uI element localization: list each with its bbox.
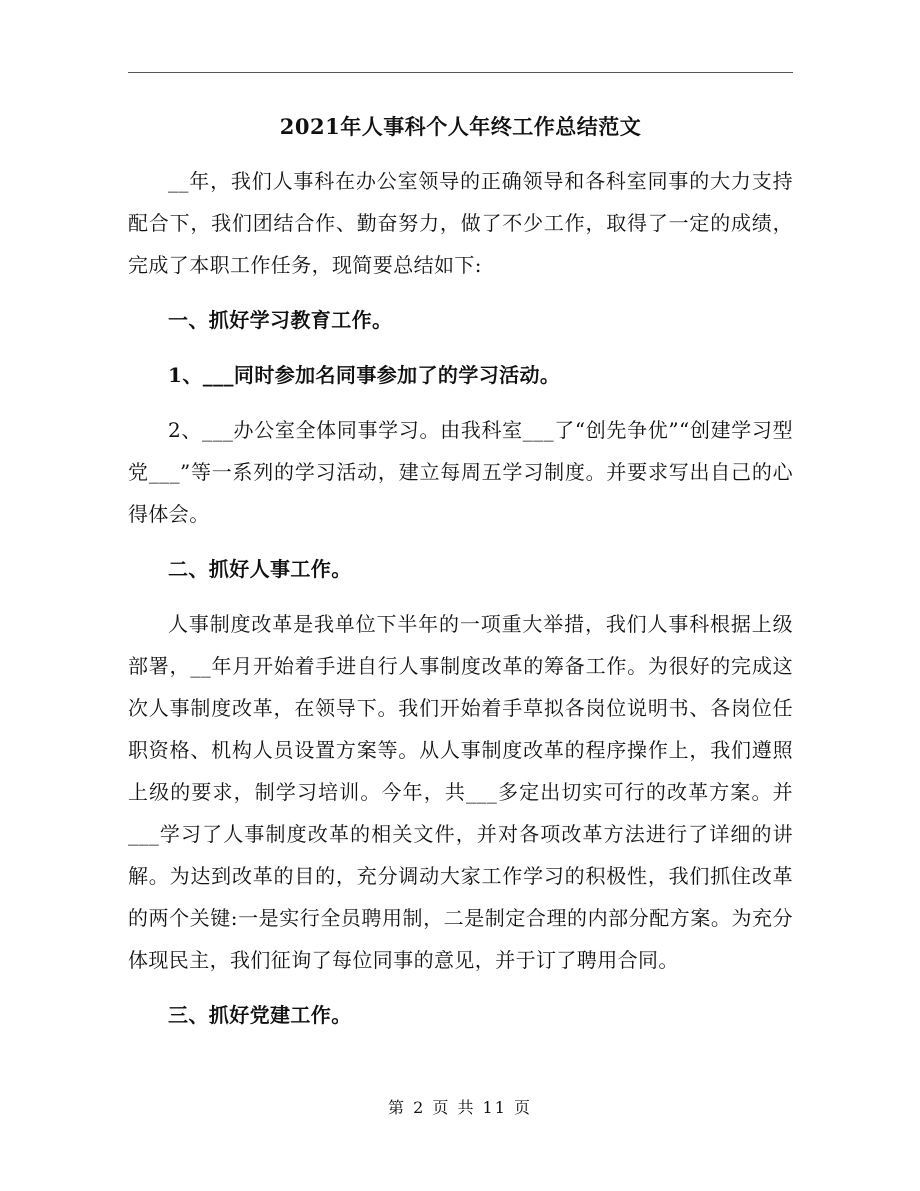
study-item-1: 1、___同时参加名同事参加了的学习活动。 [168,363,561,387]
section-heading-party: 三、抓好党建工作。 [168,1003,352,1027]
section-heading-personnel: 二、抓好人事工作。 [168,557,352,581]
document-body [128,160,793,1049]
study-item-2: 2、___办公室全体同事学习。由我科室___了“创先争优”“创建学习型党___”等一系列的学习活动，建立每周五学习制度。并要求写出自己的心得体会。 [128,418,793,526]
section-heading-study: 一、抓好学习教育工作。 [168,308,393,332]
document-title: 2021年人事科个人年终工作总结范文 [279,114,642,139]
intro-paragraph: __年，我们人事科在办公室领导的正确领导和各科室同事的大力支持配合下，我们团结合作、勤奋努力，做了不少工作，取得了一定的成绩，完成了本职工作任务，现简要总结如下: [128,169,793,277]
page-number: 第 2 页 共 11 页 [388,1098,532,1117]
personnel-paragraph: 人事制度改革是我单位下半年的一项重大举措，我们人事科根据上级部署，__年月开始着手进自行人事制度改革的筹备工作。为很好的完成这次人事制度改革，在领导下。我们开始着手草拟各岗位说明书、各岗位任职资格、机构人员设置方案等。从人事制度改革的程序操作上，我们遵照上级的要求，制学习培训。今年，共___多定出切实可行的改革方案。并___学习了人事制度改革的相关文件，并对各项改革方法进行了详细的讲解。为达到改革的目的，充分调动大家工作学习的积极性，我们抓住改革的两个关键:一是实行全员聘用制，二是制定合理的内部分配方案。为充分体现民主，我们征询了每位同事的意见，并于订了聘用合同。 [128,612,793,972]
header-rule [128,72,793,73]
